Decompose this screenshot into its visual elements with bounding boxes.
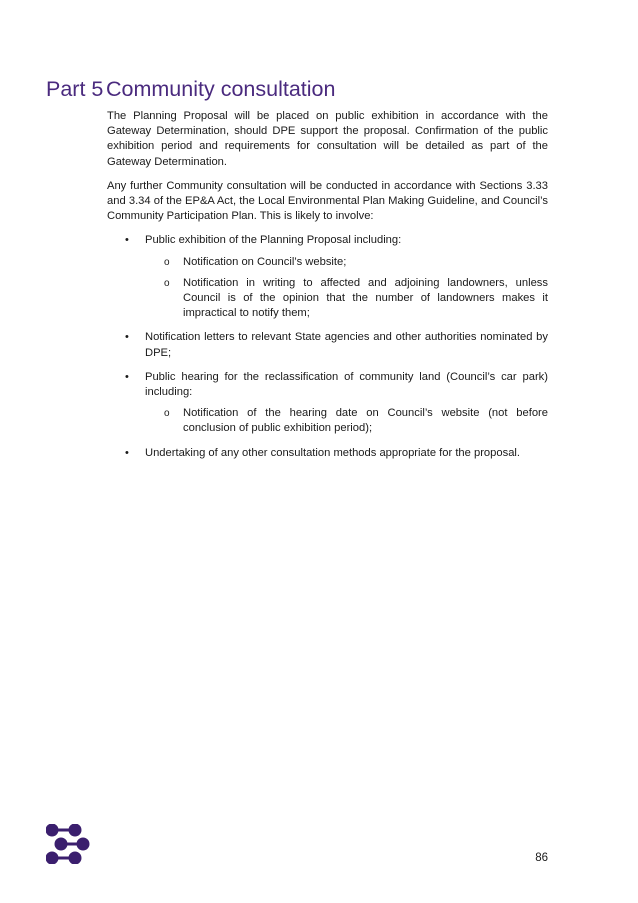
page-number: 86 (535, 852, 548, 864)
list-item (107, 446, 548, 461)
network-nodes-logo-icon (46, 824, 90, 864)
sub-list-item-text: Notification on Council’s website; (183, 255, 347, 268)
page-heading (46, 77, 335, 102)
sub-bullet-icon: o (164, 408, 170, 420)
body-content (107, 109, 548, 470)
sub-bullet-icon: o (164, 277, 170, 289)
sub-list-item (145, 406, 548, 436)
sub-list (145, 255, 548, 322)
sub-list-item (145, 276, 548, 322)
bullet-icon: • (125, 446, 129, 459)
sub-list-item-text: Notification of the hearing date on Council’s website (not before conclusion of public exhibition period); (183, 407, 548, 435)
sub-bullet-icon: o (164, 256, 170, 268)
paragraph-consultation: Any further Community consultation will be conducted in accordance with Sections 3.33 and 3.34 of the EP&A Act, the Local Environmental Plan Making Guideline, and Council’s Community Participation Plan. This is likely to involve: (107, 179, 548, 223)
part-number: Part 5 (46, 77, 104, 101)
list-item-text: Public hearing for the reclassification of community land (Council’s car park) including: (145, 370, 548, 399)
paragraph-exhibition: The Planning Proposal will be placed on public exhibition in accordance with the Gateway Determination, should DPE support the proposal. Confirmation of the public exhibition period and requirements for consultation will be detailed as part of the Gateway Determination. (107, 110, 548, 168)
list-item-text: Undertaking of any other consultation methods appropriate for the proposal. (145, 446, 521, 459)
bullet-icon: • (125, 331, 129, 344)
bullet-icon: • (125, 234, 129, 247)
sub-list-item (145, 255, 548, 270)
list-item-text: Notification letters to relevant State agencies and other authorities nominated by DPE; (145, 331, 548, 359)
consultation-list (107, 233, 548, 460)
sub-list (145, 406, 548, 436)
list-item (107, 233, 548, 321)
list-item (107, 330, 548, 360)
section-title: Community consultation (106, 77, 336, 101)
sub-list-item-text: Notification in writing to affected and adjoining landowners, unless Council is of the opinion that the number of landowners makes it impractical to notify them; (183, 276, 548, 320)
list-item (107, 370, 548, 437)
bullet-icon: • (125, 370, 129, 383)
list-item-text: Public exhibition of the Planning Proposal including: (145, 234, 402, 247)
